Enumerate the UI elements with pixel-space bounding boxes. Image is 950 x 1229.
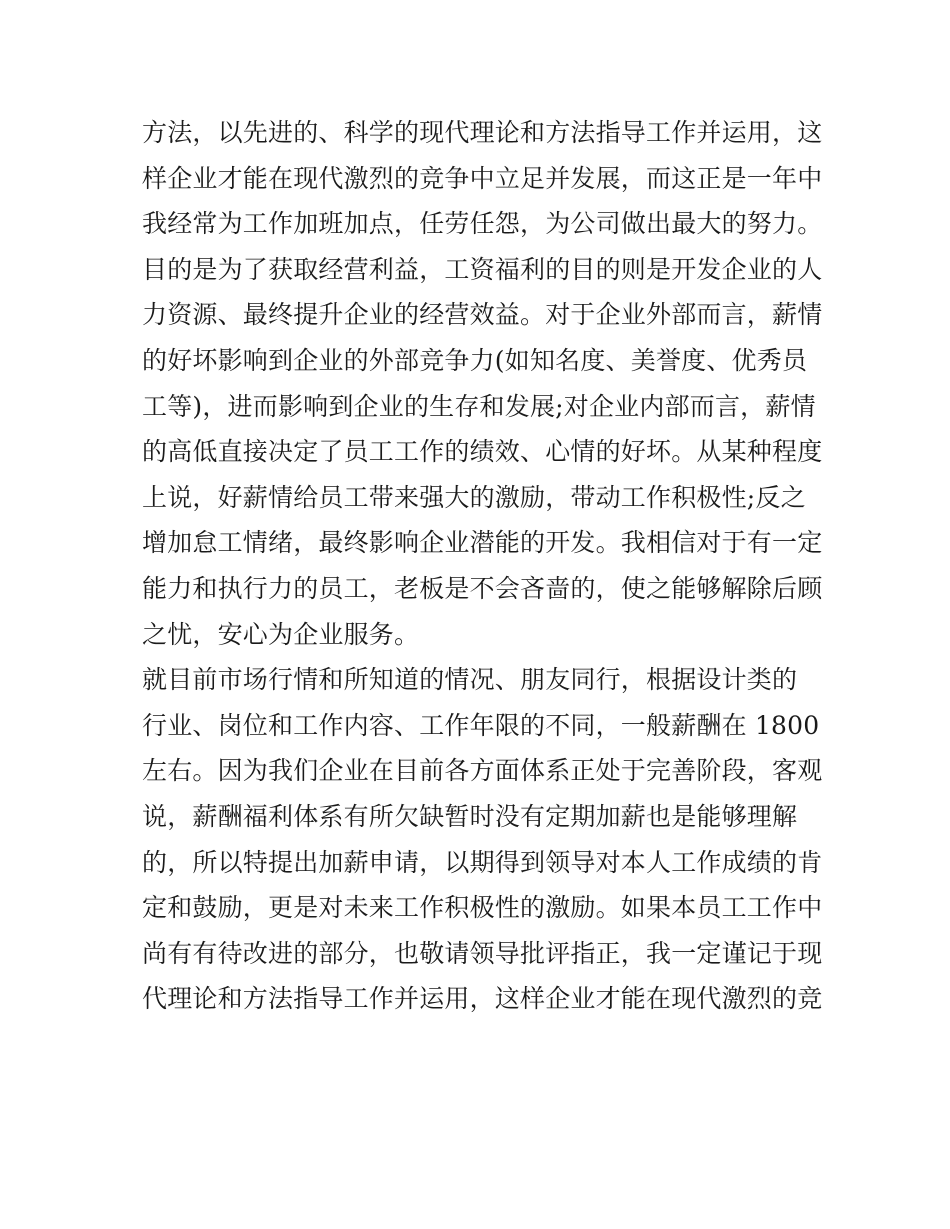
text-line: 的好坏影响到企业的外部竞争力(如知名度、美誉度、优秀员 [142, 345, 808, 375]
text-line: 的高低直接决定了员工工作的绩效、心情的好坏。从某种程度 [142, 437, 823, 467]
text-line: 方法，以先进的、科学的现代理论和方法指导工作并运用，这 [142, 118, 823, 147]
text-line: 之忧，安心为企业服务。 [142, 619, 420, 649]
text-line: 的，所以特提出加薪申请，以期得到领导对本人工作成绩的肯 [142, 847, 823, 877]
text-line: 就目前市场行情和所知道的情况、朋友同行，根据设计类的 [142, 665, 798, 695]
text-line: 左右。因为我们企业在目前各方面体系正处于完善阶段，客观 [142, 756, 823, 786]
text-line: 我经常为工作加班加点，任劳任怨，为公司做出最大的努力。 [142, 209, 823, 239]
text-line: 上说，好薪情给员工带来强大的激励，带动工作积极性;反之 [142, 482, 806, 512]
text-line: 代理论和方法指导工作并运用，这样企业才能在现代激烈的竞 [142, 984, 823, 1014]
text-line: 尚有有待改进的部分，也敬请领导批评指正，我一定谨记于现 [142, 938, 823, 968]
text-line: 定和鼓励，更是对未来工作积极性的激励。如果本员工工作中 [142, 893, 823, 923]
text-line: 力资源、最终提升企业的经营效益。对于企业外部而言，薪情 [142, 300, 823, 330]
text-line: 能力和执行力的员工，老板是不会吝啬的，使之能够解除后顾 [142, 573, 823, 603]
body-text [142, 110, 822, 1022]
text-line: 工等)，进而影响到企业的生存和发展;对企业内部而言，薪情 [142, 391, 816, 421]
text-line: 说，薪酬福利体系有所欠缺暂时没有定期加薪也是能够理解 [142, 801, 798, 831]
text-line: 增加怠工情绪，最终影响企业潜能的开发。我相信对于有一定 [142, 528, 823, 558]
text-line: 行业、岗位和工作内容、工作年限的不同，一般薪酬在 1800 [142, 710, 820, 740]
text-line: 样企业才能在现代激烈的竞争中立足并发展，而这正是一年中 [142, 163, 823, 193]
text-line: 目的是为了获取经营利益，工资福利的目的则是开发企业的人 [142, 254, 823, 284]
